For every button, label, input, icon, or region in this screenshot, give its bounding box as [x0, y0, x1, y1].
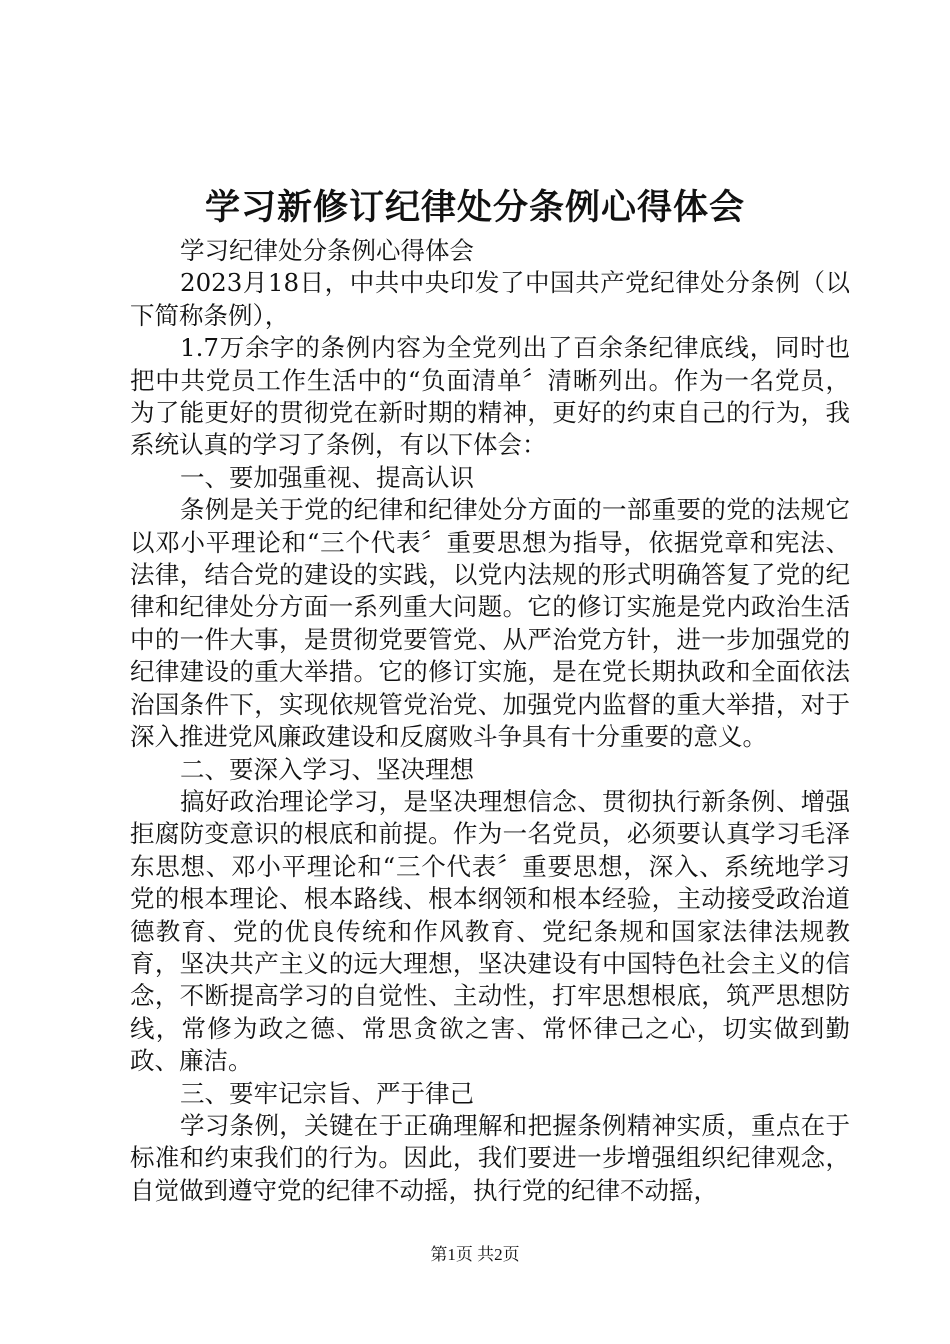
paragraph: 1.7万余字的条例内容为全党列出了百余条纪律底线，同时也把中共党员工作生活中的“负面清单〞清晰列出。作为一名党员，为了能更好的贯彻党在新时期的精神，更好的约束自己的行为，我系统认真的学习了条例，有以下体会：: [130, 333, 850, 460]
document-subtitle: 学习纪律处分条例心得体会: [180, 236, 474, 265]
paragraph: 学习条例，关键在于正确理解和把握条例精神实质，重点在于标准和约束我们的行为。因此，我们要进一步增强组织纪律观念，自觉做到遵守党的纪律不动摇，执行党的纪律不动摇，: [130, 1110, 850, 1205]
page-title: 学习新修订纪律处分条例心得体会: [204, 188, 745, 228]
section-heading: 二、要深入学习、坚决理想: [180, 754, 474, 784]
section-heading: 三、要牢记宗旨、严于律己: [180, 1078, 474, 1108]
paragraph: 条例是关于党的纪律和纪律处分方面的一部重要的党的法规它以邓小平理论和“三个代表〞重要思想为指导，依据党章和宪法、法律，结合党的建设的实践，以党内法规的形式明确答复了党的纪律和纪律处分方面一系列重大问题。它的修订实施是党内政治生活中的一件大事，是贯彻党要管党、从严治党方针，进一步加强党的纪律建设的重大举措。它的修订实施，是在党长期执政和全面依法治国条件下，实现依规管党治党、加强党内监督的重大举措，对于深入推进党风廉政建设和反腐败斗争具有十分重要的意义。: [130, 495, 850, 752]
document-body: [130, 235, 850, 1207]
paragraph: 搞好政治理论学习，是坚决理想信念、贯彻执行新条例、增强拒腐防变意识的根底和前提。作为一名党员，必须要认真学习毛泽东思想、邓小平理论和“三个代表〞重要思想，深入、系统地学习党的根本理论、根本路线、根本纲领和根本经验，主动接受政治道德教育、党的优良传统和作风教育、党纪条规和国家法律法规教育，坚决共产主义的远大理想，坚决建设有中国特色社会主义的信念，不断提高学习的自觉性、主动性，打牢思想根底，筑严思想防线，常修为政之德、常思贪欲之害、常怀律己之心，切实做到勤政、廉洁。: [130, 786, 850, 1076]
page-footer: 第1页 共2页: [430, 1245, 520, 1264]
section-heading: 一、要加强重视、提高认识: [180, 462, 474, 492]
paragraph: 2023月18日，中共中央印发了中国共产党纪律处分条例（以下简称条例），: [130, 268, 850, 330]
